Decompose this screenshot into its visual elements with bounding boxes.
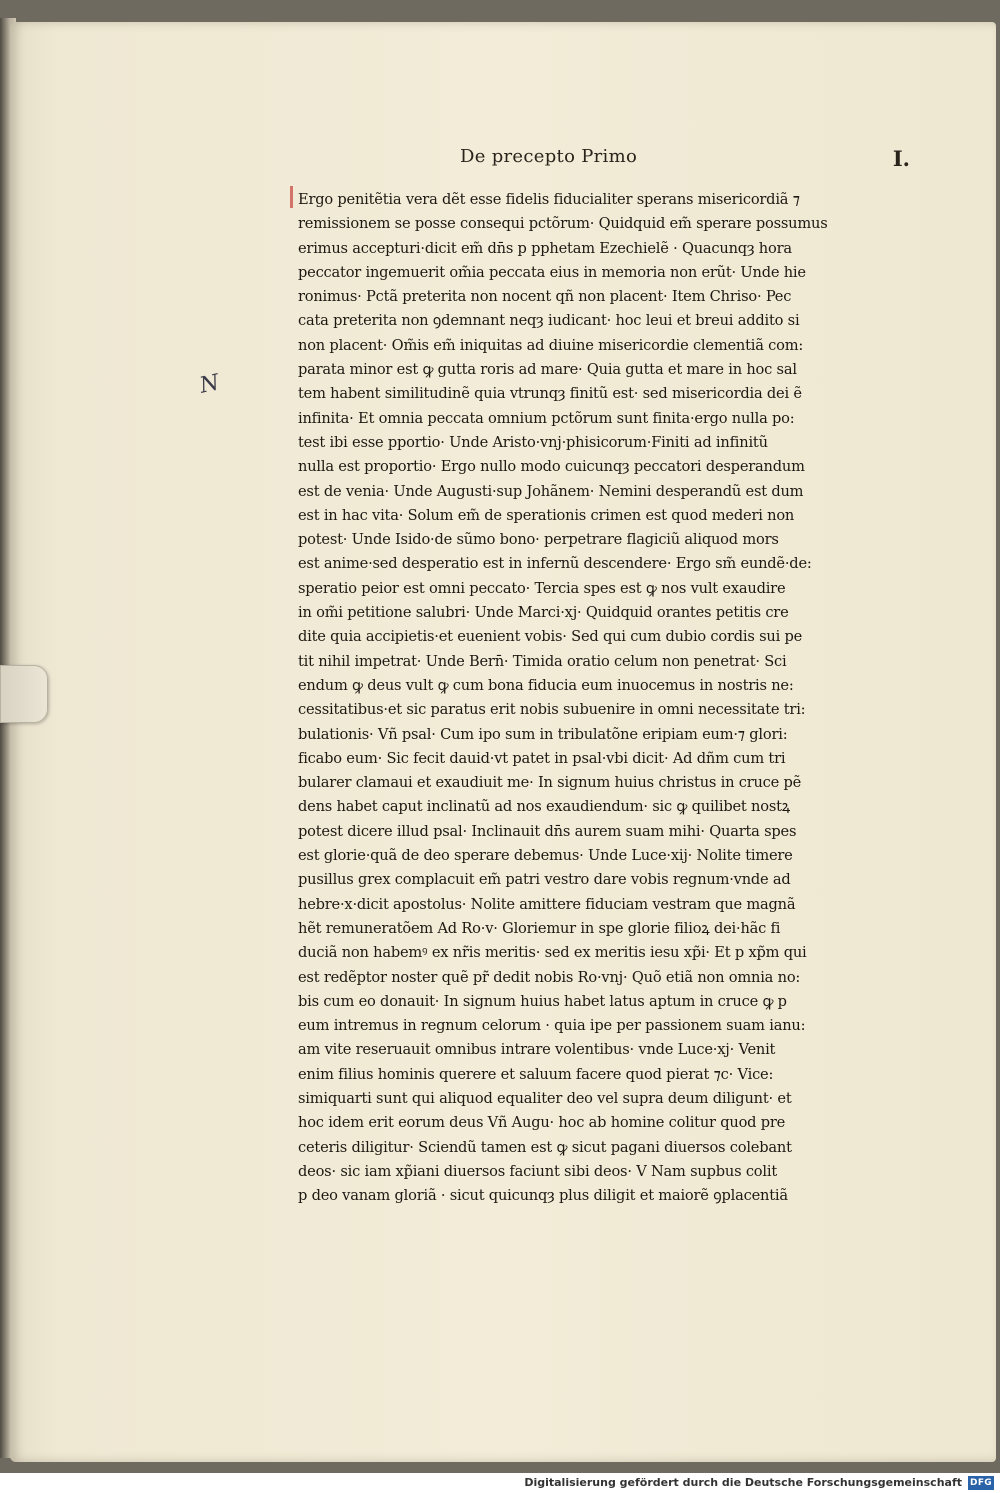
text-line: speratio peior est omni peccato· Tercia spes est ꝙ nos vult exaudire xyxy=(298,579,786,597)
text-line: in om̃i petitione salubri· Unde Marci·xj· Quidquid orantes petitis cre xyxy=(298,604,789,622)
text-line: est glorie·quã de deo sperare debemus· Unde Luce·xij· Nolite timere xyxy=(298,847,793,865)
text-line: infinita· Et omnia peccata omnium pctõrum sunt finita·ergo nulla po: xyxy=(298,409,795,427)
text-line: hebre·x·dicit apostolus· Nolite amittere fiduciam vestram que magnã xyxy=(298,895,796,913)
text-line: test ibi esse pportio· Unde Aristo·vnj·phisicorum·Finiti ad infinitũ xyxy=(298,433,768,451)
text-line: dite quia accipietis·et euenient vobis· Sed qui cum dubio cordis sui pe xyxy=(298,628,803,646)
text-line: nulla est proportio· Ergo nullo modo cuicunqȝ peccatori desperandum xyxy=(298,458,805,476)
text-line: potest dicere illud psal· Inclinauit dn̄s aurem suam mihi· Quarta spes xyxy=(298,822,797,840)
text-line: hoc idem erit eorum deus Vñ Augu· hoc ab homine colitur quod pre xyxy=(298,1114,786,1132)
text-line: est redẽptor noster quẽ pr̃ dedit nobis Ro·vnj· Quõ etiã non omnia no: xyxy=(298,968,801,986)
text-line: ficabo eum· Sic fecit dauid·vt patet in psal·vbi dicit· Ad dñm cum tri xyxy=(298,749,786,767)
text-line: ronimus· Pctã preterita non nocent qñ non placent· Item Chriso· Pec xyxy=(298,288,792,306)
page-clip xyxy=(0,665,48,723)
text-line: peccator ingemuerit om̃ia peccata eius in memoria non erũt· Unde hie xyxy=(298,263,806,281)
text-line: non placent· Om̃is em̃ iniquitas ad diuine misericordie clementiã com: xyxy=(298,336,804,354)
margin-annotation: N xyxy=(197,370,222,399)
text-line: eum intremus in regnum celorum · quia ipe per passionem suam ianu: xyxy=(298,1017,806,1035)
text-line: bularer clamaui et exaudiuit me· In signum huius christus in cruce pẽ xyxy=(298,774,802,792)
text-line: cata preterita non ꝯdemnant neqȝ iudicant· hoc leui et breui addito si xyxy=(298,312,800,330)
text-line: cessitatibus·et sic paratus erit nobis subuenire in omni necessitate tri: xyxy=(298,701,806,719)
text-line: pusillus grex complacuit em̃ patri vestro dare vobis regnum·vnde ad xyxy=(298,871,791,889)
text-line: remissionem se posse consequi pctõrum· Quidquid em̃ sperare possumus xyxy=(298,215,828,233)
text-line: simiquarti sunt qui aliquod equaliter deo vel supra deum diligunt· et xyxy=(298,1089,792,1107)
folio-number: I. xyxy=(892,146,910,171)
text-line: Ergo penitẽtia vera dẽt esse fidelis fiducialiter sperans misericordiã ⁊ xyxy=(298,191,800,208)
text-line: parata minor est ꝙ gutta roris ad mare· Quia gutta et mare in hoc sal xyxy=(298,361,797,379)
rubric-mark xyxy=(290,186,293,208)
text-line: deos· sic iam xp̃iani diuersos faciunt sibi deos· V Nam supbus colit xyxy=(298,1162,777,1180)
text-line: tem habent similitudinẽ quia vtrunqȝ finitũ est· sed misericordia dei ẽ xyxy=(298,385,802,403)
page-header xyxy=(460,146,910,176)
text-line: potest· Unde Isido·de sũmo bono· perpetrare flagiciũ aliquod mors xyxy=(298,531,779,549)
running-title: De precepto Primo xyxy=(460,146,638,167)
text-line: est anime·sed desperatio est in infernũ descendere· Ergo sm̃ eundẽ·de: xyxy=(298,555,812,573)
text-line: hẽt remuneratõem Ad Ro·v· Gloriemur in spe glorie filioꝝ dei·hãc fi xyxy=(298,919,781,937)
body-text xyxy=(298,188,910,1208)
text-line: dens habet caput inclinatũ ad nos exaudiendum· sic ꝙ quilibet nostꝝ xyxy=(298,798,791,816)
text-line: bulationis· Vñ psal· Cum ipo sum in tribulatõne eripiam eum·⁊ glori: xyxy=(298,725,788,743)
footer-credit: Digitalisierung gefördert durch die Deutsche Forschungsgemeinschaft xyxy=(524,1476,962,1489)
text-line: est de venia· Unde Augusti·sup Johãnem· Nemini desperandũ est dum xyxy=(298,482,804,500)
text-line: endum ꝙ deus vult ꝙ cum bona fiducia eum inuocemus in nostris ne: xyxy=(298,676,794,694)
text-line: p deo vanam gloriã · sicut quicunqȝ plus diligit et maiorẽ ꝯplacentiã xyxy=(298,1187,788,1205)
text-line: enim filius hominis querere et saluum facere quod pierat ⁊c· Vice: xyxy=(298,1065,774,1083)
text-line: am vite reseruauit omnibus intrare volentibus· vnde Luce·xj· Venit xyxy=(298,1041,776,1059)
footer-bar xyxy=(0,1473,1000,1493)
text-line: bis cum eo donauit· In signum huius habet latus aptum in cruce ꝙ p xyxy=(298,992,787,1010)
dfg-logo: DFG xyxy=(968,1476,994,1490)
text-line: est in hac vita· Solum em̃ de sperationis crimen est quod mederi non xyxy=(298,506,795,524)
text-line: ceteris diligitur· Sciendũ tamen est ꝙ sicut pagani diuersos colebant xyxy=(298,1138,792,1156)
text-line: erimus accepturi·dicit em̃ dn̄s p pphetam Ezechielẽ · Quacunqȝ hora xyxy=(298,239,792,257)
text-line: tit nihil impetrat· Unde Bern̄· Timida oratio celum non penetrat· Sci xyxy=(298,652,787,670)
text-line: duciã non habemꝰ ex nr̃is meritis· sed ex meritis iesu xp̃i· Et p xp̃m qui xyxy=(298,944,807,962)
